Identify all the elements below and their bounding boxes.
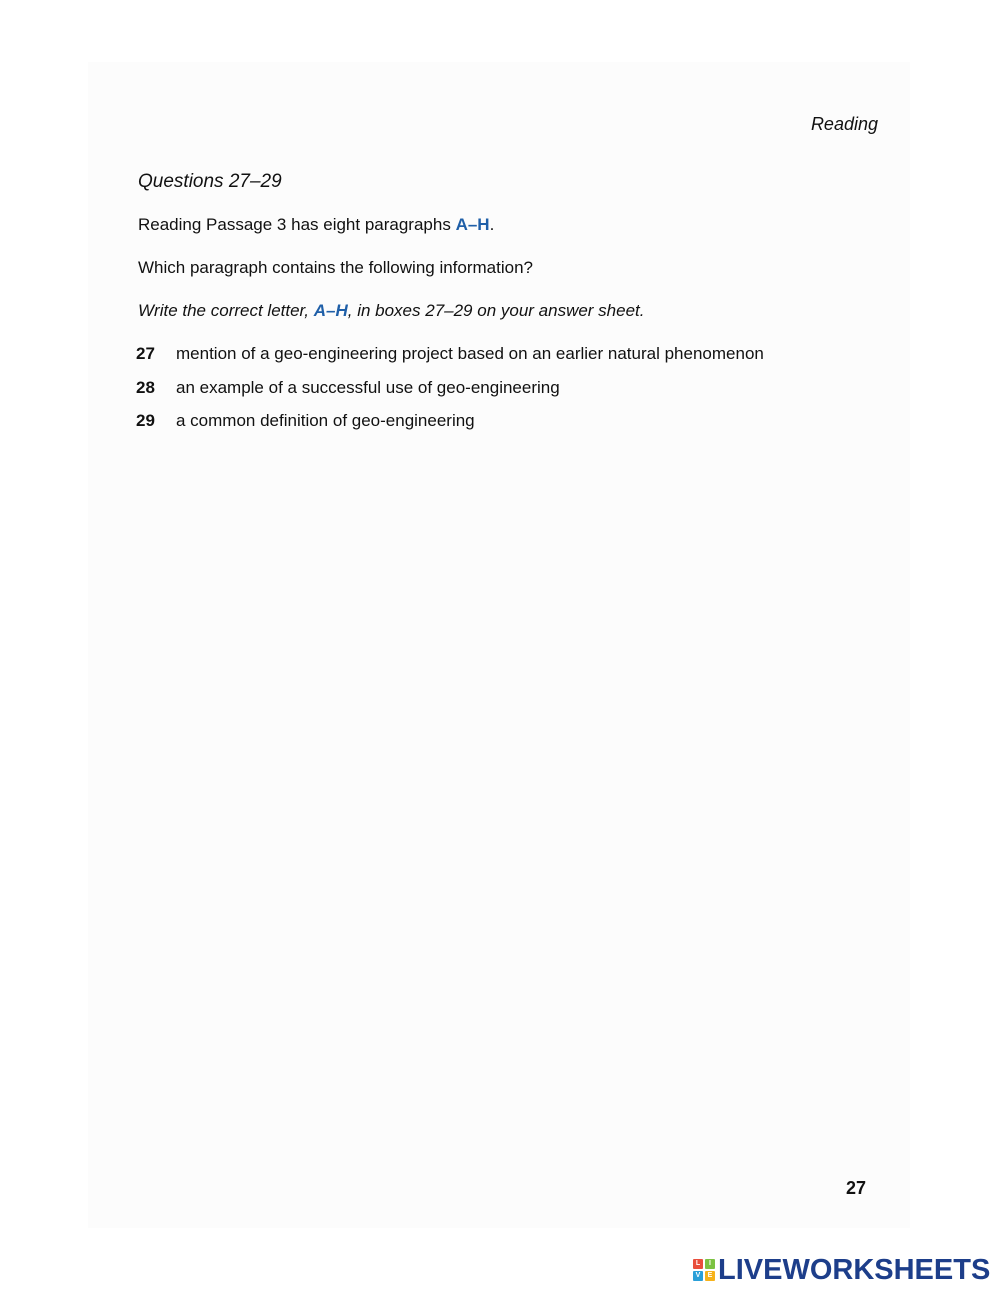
question-number: 27 (136, 344, 155, 363)
question-text: a common definition of geo-engineering (176, 411, 475, 430)
liveworksheets-logo[interactable] (693, 1255, 990, 1285)
question-item (136, 411, 475, 431)
question-number: 28 (136, 378, 155, 397)
page-number: 27 (846, 1178, 867, 1198)
intro-paragraph-range: A–H (455, 215, 490, 234)
logo-letter-e: E (705, 1271, 715, 1281)
question-item (136, 378, 560, 398)
logo-grid-icon (693, 1259, 715, 1281)
question-item (136, 344, 764, 364)
instruction-text-end: , in boxes 27–29 on your answer sheet. (347, 301, 645, 320)
question-text: an example of a successful use of geo-engineering (176, 378, 560, 397)
worksheet-page (88, 62, 910, 1228)
section-label: Reading (810, 114, 878, 134)
logo-letter-v: V (693, 1271, 703, 1281)
logo-letter-l: L (693, 1259, 703, 1269)
logo-text: LIVEWORKSHEETS (718, 1253, 991, 1286)
intro-period: . (489, 215, 495, 234)
instruction-line (138, 301, 645, 321)
question-number: 29 (136, 411, 155, 430)
intro-line (138, 215, 494, 235)
question-text: mention of a geo-engineering project based on an earlier natural phenomenon (176, 344, 764, 363)
instruction-text: Write the correct letter, (138, 301, 314, 320)
intro-text: Reading Passage 3 has eight paragraphs (138, 215, 456, 234)
questions-heading: Questions 27–29 (138, 171, 282, 192)
logo-letter-i: I (705, 1259, 715, 1269)
instruction-letter-range: A–H (313, 301, 348, 320)
question-line: Which paragraph contains the following information? (138, 258, 534, 277)
